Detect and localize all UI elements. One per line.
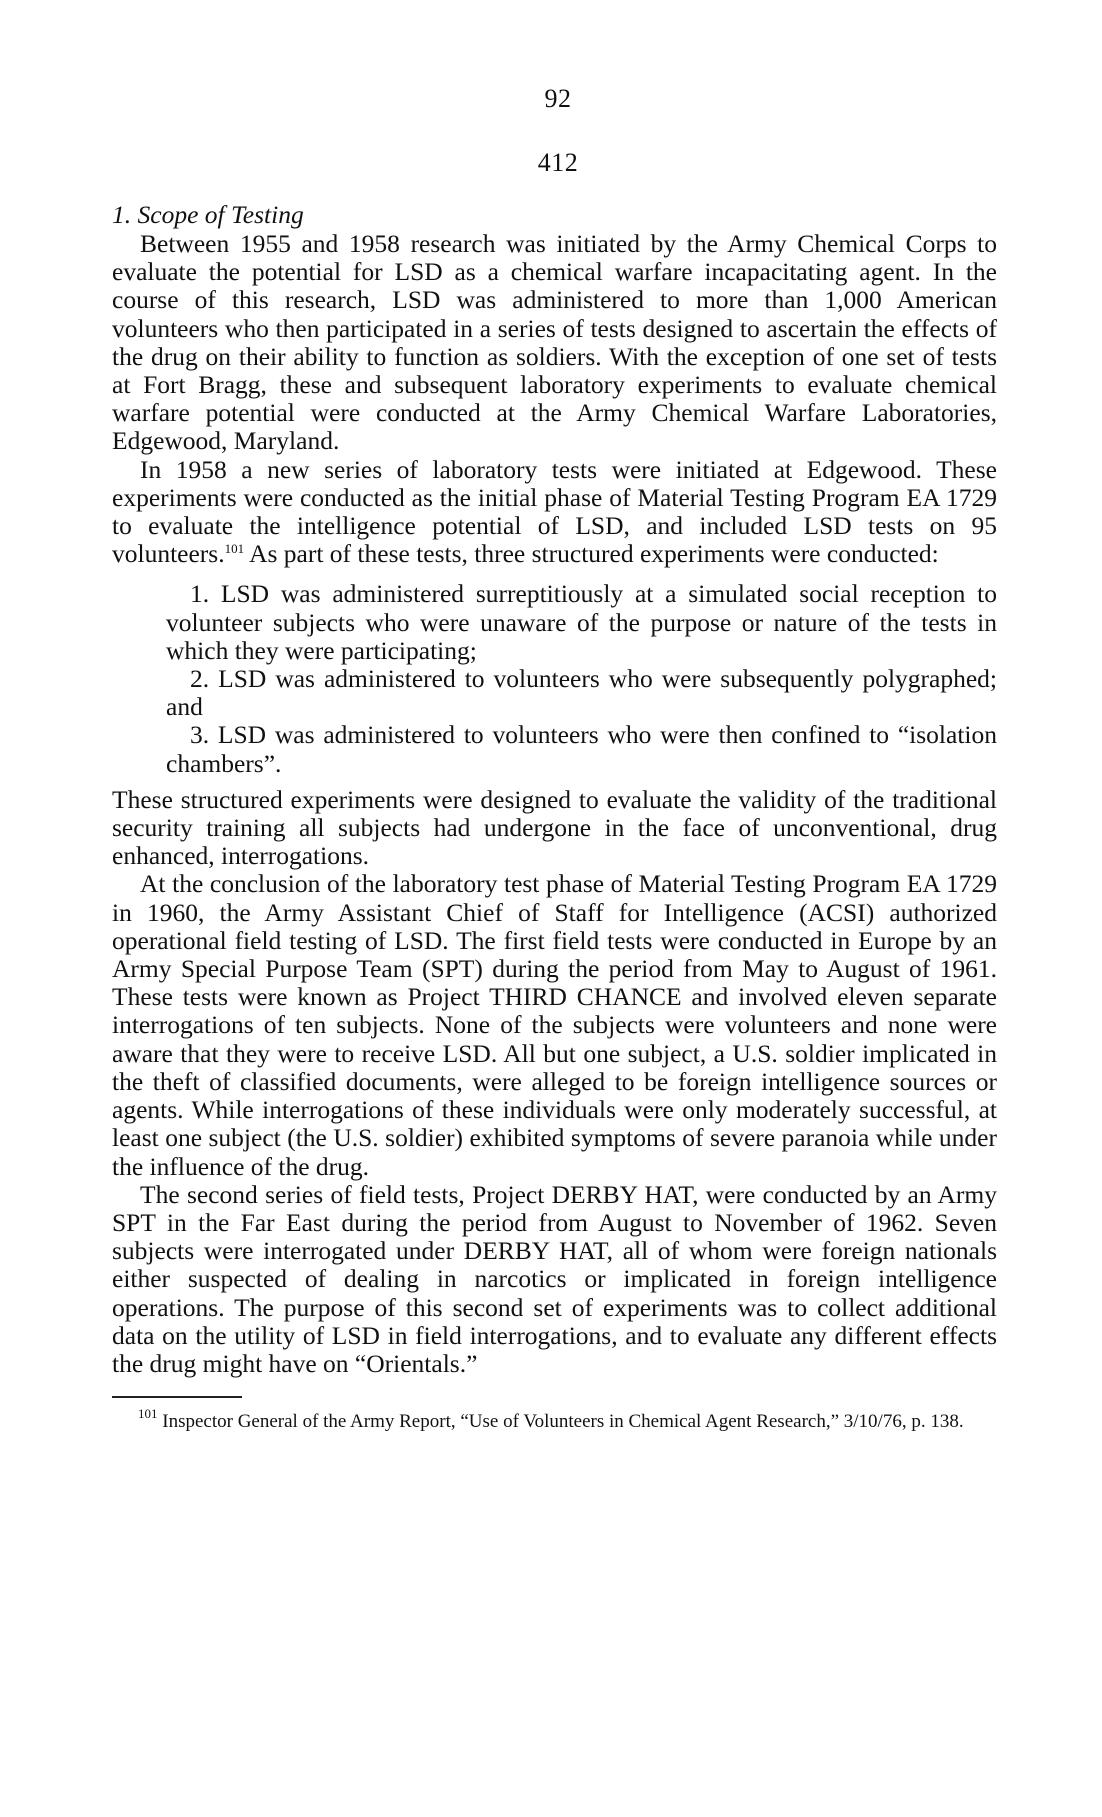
footnote-reference: 101 — [224, 541, 245, 557]
document-body — [112, 200, 997, 1434]
list-item: 1. LSD was administered surreptitiously at a simulated social reception to volunteer subjects who were unaware of the purpose or nature of the tests in which they were participating; — [166, 579, 997, 665]
paragraph-2-continuation: As part of these tests, three structured experiments were conducted: — [249, 539, 939, 569]
list-item: 2. LSD was administered to volunteers who were subsequently polygraphed; and — [166, 664, 997, 722]
paragraph-3: These structured experiments were designed to evaluate the validity of the traditional security training all subjects had undergone in the face of unconventional, drug enhanced, interrogations. — [112, 784, 997, 871]
paragraph-4: At the conclusion of the laboratory test phase of Material Testing Program EA 1729 in 1960, the Army Assistant Chief of Staff for Intelligence (ACSI) authorized operational field testing of LSD. The first field tests were conducted in Europe by an Army Special Purpose Team (SPT) during the period from May to August of 1961. These tests were known as Project THIRD CHANCE and involved eleven separate interrogations of ten subjects. None of the subjects were volunteers and none were aware that they were to receive LSD. All but one subject, a U.S. soldier implicated in the theft of classified documents, were alleged to be foreign intelligence sources or agents. While interrogations of these individuals were only moderately successful, at least one subject (the U.S. soldier) exhibited symptoms of severe paranoia while under the influence of the drug. — [112, 869, 997, 1181]
page-number-top: 92 — [544, 84, 572, 113]
list-item: 3. LSD was administered to volunteers who were then confined to “isolation chambers”. — [166, 720, 997, 778]
paragraph-2-text: In 1958 a new series of laboratory tests were initiated at Edgewood. These experiments were conducted as the initial phase of Material Testing Program EA 1729 to evaluate the intelligence potential of LSD, and included LSD tests on 95 volunteers. — [112, 454, 997, 569]
footnote-text: Inspector General of the Army Report, “Use of Volunteers in Chemical Agent Research,” 3/10/76, p. 138. — [162, 1411, 964, 1433]
footnote-divider — [112, 1396, 242, 1398]
experiment-list — [112, 580, 997, 777]
paragraph-5: The second series of field tests, Project DERBY HAT, were conducted by an Army SPT in the Far East during the period from August to November of 1962. Seven subjects were interrogated under DERBY HAT, all of whom were foreign nationals either suspected of dealing in narcotics or implicated in foreign intelligence operations. The purpose of this second set of experiments was to collect additional data on the utility of LSD in field interrogations, and to evaluate any different effects the drug might have on “Orientals.” — [112, 1179, 997, 1378]
paragraph-2 — [112, 456, 997, 569]
section-heading: 1. Scope of Testing — [112, 200, 304, 229]
footnote — [112, 1406, 997, 1434]
paragraph-1: Between 1955 and 1958 research was initiated by the Army Chemical Corps to evaluate the potential for LSD as a chemical warfare incapacitating agent. In the course of this research, LSD was administered to more than 1,000 American volunteers who then participated in a series of tests designed to ascertain the effects of the drug on their ability to function as soldiers. With the exception of one set of tests at Fort Bragg, these and subsequent laboratory experiments to evaluate chemical warfare potential were conducted at the Army Chemical Warfare Laboratories, Edgewood, Maryland. — [112, 229, 997, 456]
footnote-marker: 101 — [138, 1406, 158, 1422]
page-number-secondary: 412 — [537, 148, 579, 177]
